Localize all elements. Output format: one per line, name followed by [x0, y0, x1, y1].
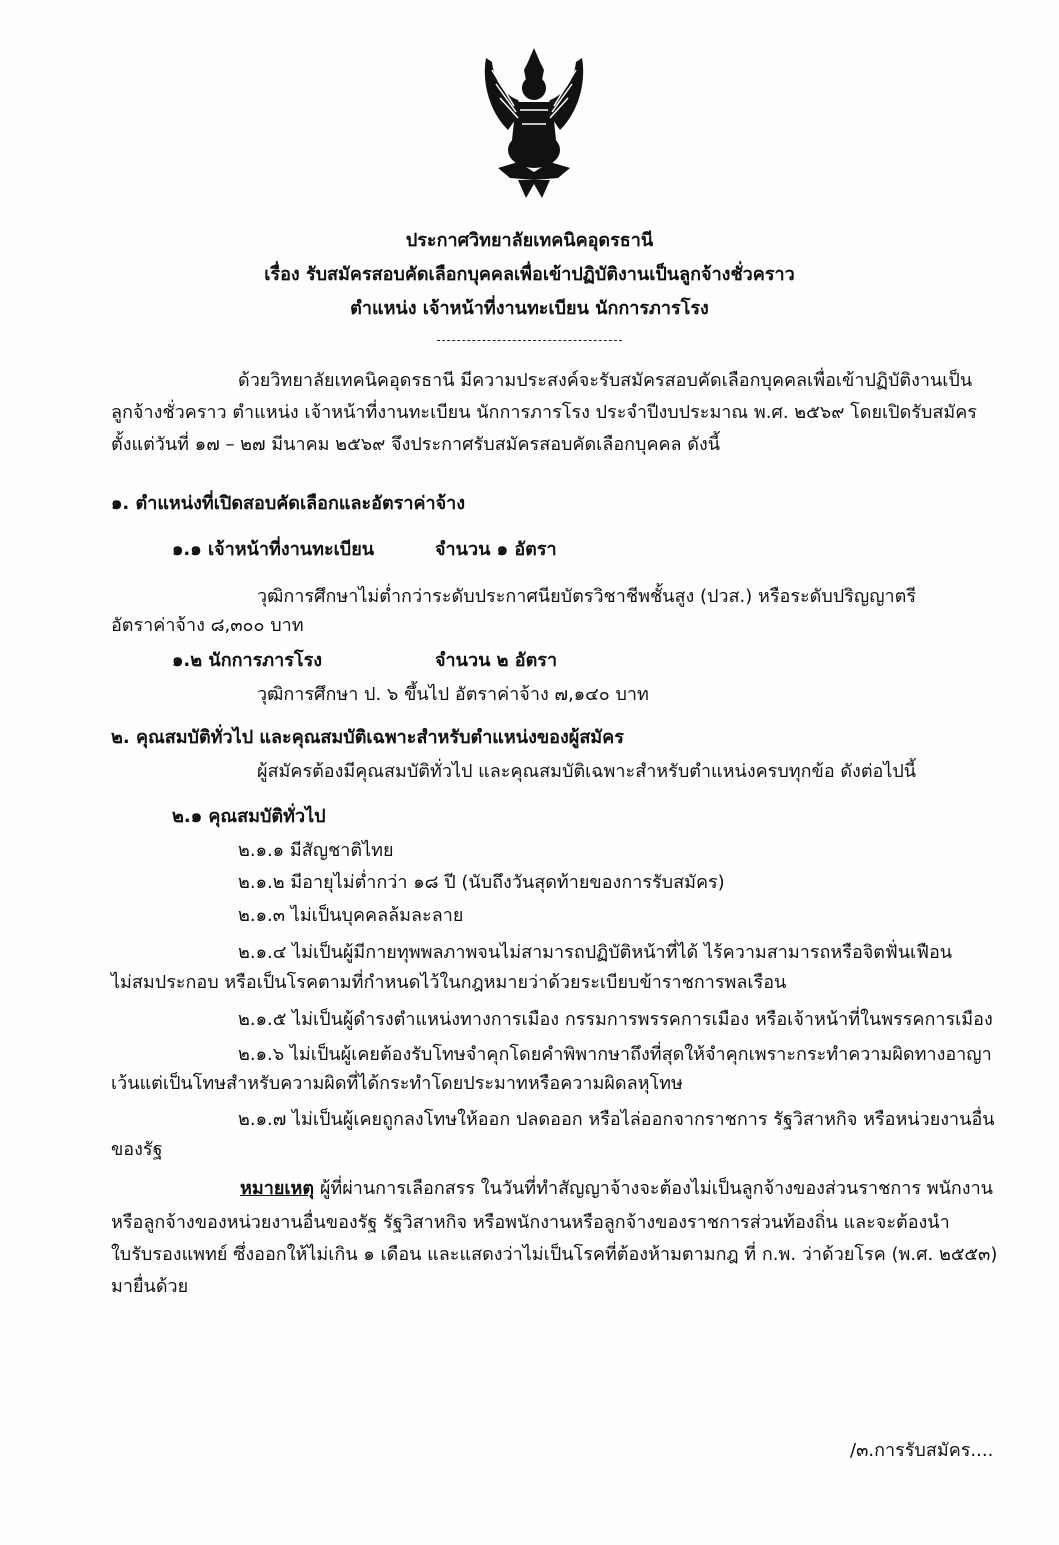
section-2-heading: ๒. คุณสมบัติทั่วไป และคุณสมบัติเฉพาะสำหรับตำแหน่งของผู้สมัคร [111, 727, 624, 748]
announcement-subject: เรื่อง รับสมัครสอบคัดเลือกบุคคลเพื่อเข้าปฏิบัติงานเป็นลูกจ้างชั่วคราว [264, 264, 795, 285]
qualification-item: ๒.๑.๕ ไม่เป็นผู้ดำรงตำแหน่งทางการเมือง กรรมการพรรคการเมือง หรือเจ้าหน้าที่ในพรรคการเมือง [238, 1009, 993, 1030]
note-text-1: ผู้ที่ผ่านการเลือกสรร ในวันที่ทำสัญญาจ้างจะต้องไม่เป็นลูกจ้างของส่วนราชการ พนักงาน [314, 1178, 993, 1199]
qualification-item: ๒.๑.๖ ไม่เป็นผู้เคยต้องรับโทษจำคุกโดยคำพิพากษาถึงที่สุดให้จำคุกเพราะกระทำความผิดทางอาญา [238, 1044, 992, 1065]
qualification-item-cont: ของรัฐ [111, 1139, 163, 1160]
note-line-2: หรือลูกจ้างของหน่วยงานอื่นของรัฐ รัฐวิสาหกิจ หรือพนักงานหรือลูกจ้างของราชการส่วนท้องถิ่น และจะต้องนำ [111, 1212, 950, 1233]
note-line-4: มายื่นด้วย [111, 1276, 189, 1297]
note-line-1 [240, 1176, 993, 1202]
intro-line-1: ด้วยวิทยาลัยเทคนิคอุดรธานี มีความประสงค์จะรับสมัครสอบคัดเลือกบุคคลเพื่อเข้าปฏิบัติงานเป็น [238, 370, 973, 391]
qualification-item: ๒.๑.๒ มีอายุไม่ต่ำกว่า ๑๘ ปี (นับถึงวันสุดท้ายของการรับสมัคร) [238, 872, 725, 893]
position-2-title: ๑.๒ นักการภารโรง [172, 650, 323, 671]
qualification-item-cont: ไม่สมประกอบ หรือเป็นโรคตามที่กำหนดไว้ในกฎหมายว่าด้วยระเบียบข้าราชการพลเรือน [111, 972, 787, 993]
section-2-intro: ผู้สมัครต้องมีคุณสมบัติทั่วไป และคุณสมบัติเฉพาะสำหรับตำแหน่งครบทุกข้อ ดังต่อไปนี้ [257, 761, 917, 782]
note-label: หมายเหตุ [240, 1178, 315, 1199]
position-1-title: ๑.๑ เจ้าหน้าที่งานทะเบียน [172, 539, 375, 560]
section-2-1-heading: ๒.๑ คุณสมบัติทั่วไป [172, 806, 326, 827]
position-2-qualification: วุฒิการศึกษา ป. ๖ ขึ้นไป อัตราค่าจ้าง ๗,๑๔๐ บาท [257, 684, 649, 705]
section-1-heading: ๑. ตำแหน่งที่เปิดสอบคัดเลือกและอัตราค่าจ้าง [111, 493, 466, 514]
title-divider [437, 340, 622, 341]
position-1-qualification: วุฒิการศึกษาไม่ต่ำกว่าระดับประกาศนียบัตรวิชาชีพชั้นสูง (ปวส.) หรือระดับปริญญาตรี [257, 586, 917, 607]
intro-line-2: ลูกจ้างชั่วคราว ตำแหน่ง เจ้าหน้าที่งานทะเบียน นักการภารโรง ประจำปีงบประมาณ พ.ศ. ๒๕๖๙ โดยเปิดรับสมัคร [111, 402, 977, 423]
announcement-title: ประกาศวิทยาลัยเทคนิคอุดรธานี [405, 230, 654, 251]
garuda-emblem-icon [478, 40, 590, 200]
page-continuation: /๓.การรับสมัคร.... [850, 1440, 994, 1461]
qualification-item: ๒.๑.๗ ไม่เป็นผู้เคยถูกลงโทษให้ออก ปลดออก หรือไล่ออกจากราชการ รัฐวิสาหกิจ หรือหน่วยงานอื่น [238, 1109, 995, 1130]
qualification-item: ๒.๑.๔ ไม่เป็นผู้มีกายทุพพลภาพจนไม่สามารถปฏิบัติหน้าที่ได้ ไร้ความสามารถหรือจิตฟั่นเฟือน [238, 942, 953, 963]
position-2-count: จำนวน ๒ อัตรา [435, 650, 558, 671]
note-line-3: ใบรับรองแพทย์ ซึ่งออกให้ไม่เกิน ๑ เดือน และแสดงว่าไม่เป็นโรคที่ต้องห้ามตามกฎ ที่ ก.พ. ว่าด้วยโรค (พ.ศ. ๒๕๕๓) [111, 1244, 998, 1265]
intro-line-3: ตั้งแต่วันที่ ๑๗ – ๒๗ มีนาคม ๒๕๖๙ จึงประกาศรับสมัครสอบคัดเลือกบุคคล ดังนี้ [111, 434, 721, 455]
qualification-item-cont: เว้นแต่เป็นโทษสำหรับความผิดที่ได้กระทำโดยประมาทหรือความผิดลหุโทษ [111, 1073, 683, 1094]
announcement-position: ตำแหน่ง เจ้าหน้าที่งานทะเบียน นักการภารโรง [350, 298, 709, 319]
qualification-item: ๒.๑.๑ มีสัญชาติไทย [238, 840, 394, 861]
position-1-wage: อัตราค่าจ้าง ๘,๓๐๐ บาท [111, 615, 304, 636]
qualification-item: ๒.๑.๓ ไม่เป็นบุคคลล้มละลาย [238, 905, 464, 926]
position-1-count: จำนวน ๑ อัตรา [435, 539, 557, 560]
